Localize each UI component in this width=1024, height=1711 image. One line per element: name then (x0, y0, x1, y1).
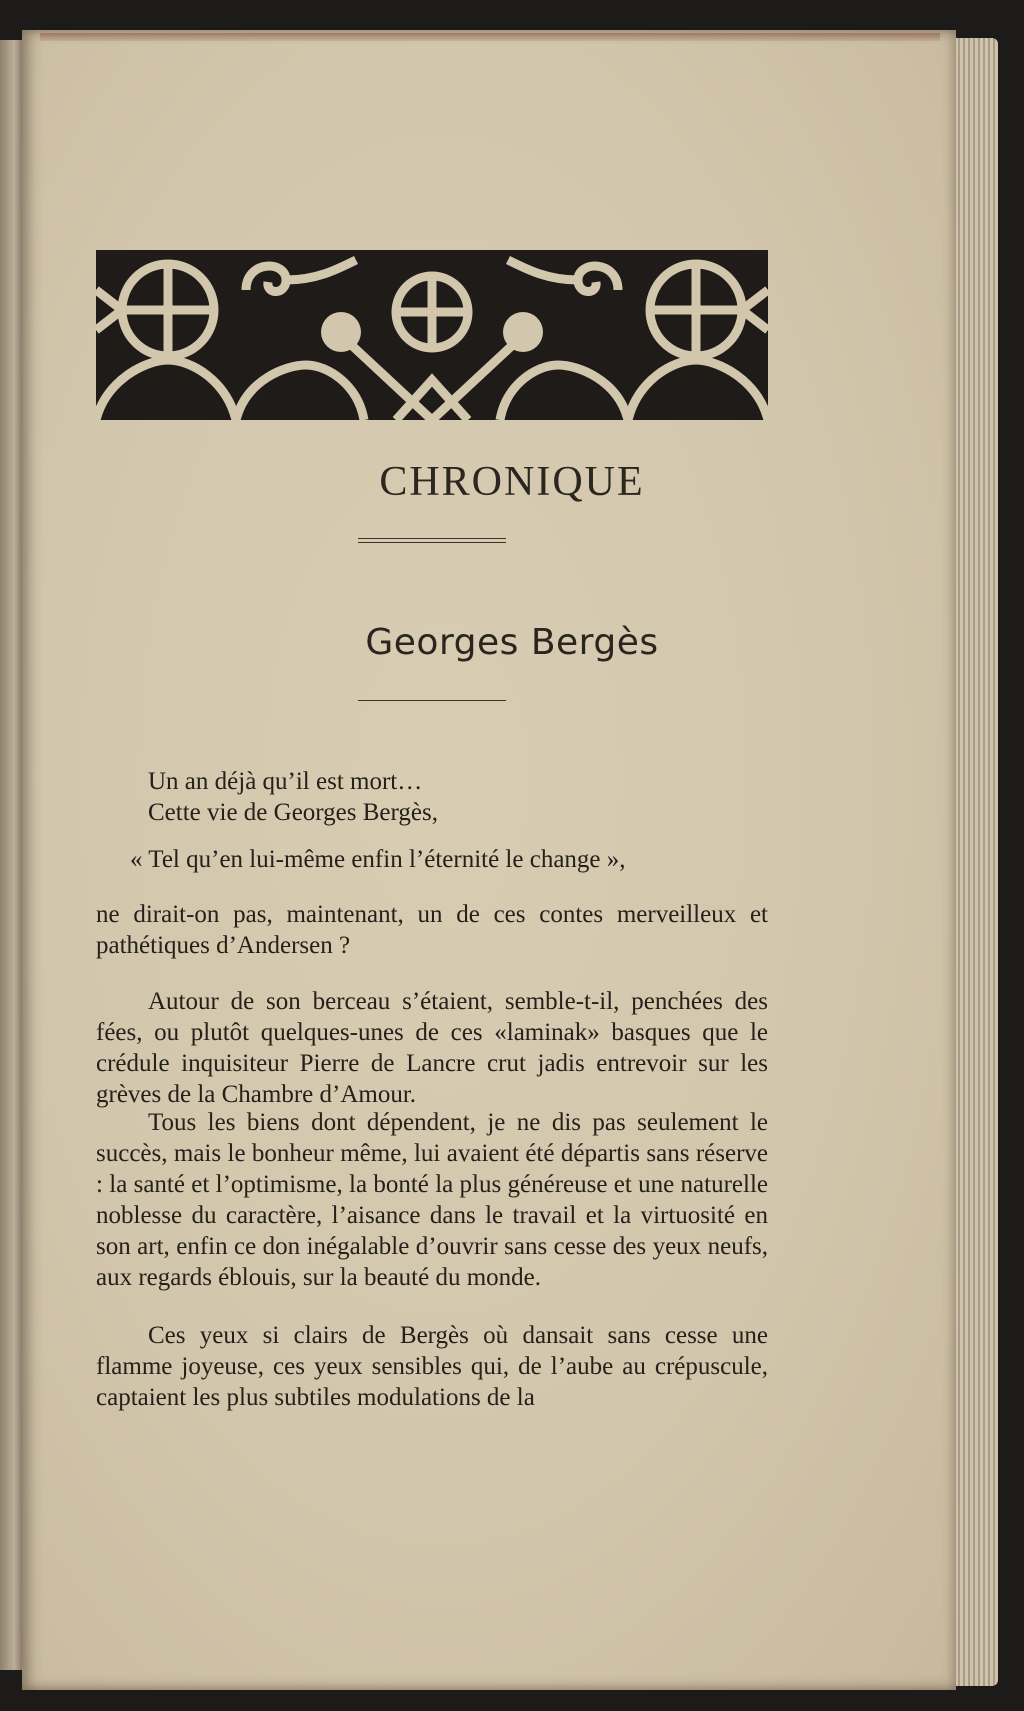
intro-line: Cette vie de Georges Bergès, (148, 799, 438, 826)
section-heading: CHRONIQUE (379, 459, 645, 505)
ornament-band-icon (96, 250, 768, 420)
double-rule-divider (358, 538, 506, 543)
paragraph: Ces yeux si clairs de Bergès où dansait sans cesse une flamme joyeuse, ces yeux sensibles qui, de l’aube au crépuscule, captaient les plus subtiles modulations de la (96, 1322, 768, 1411)
paragraph: Tous les biens dont dépendent, je ne dis pas seulement le succès, mais le bonheur même, lui avaient été départis sans réserve : la santé et l’optimisme, la bonté la plus généreuse et une naturelle noblesse du caractère, l’aisance dans le travail et la virtuosité en son art, enfin ce don inégalable d’ouvrir sans cesse des yeux neufs, aux regards éblouis, sur la beauté du monde. (96, 1109, 768, 1291)
paragraph: Autour de son berceau s’étaient, semble-t-il, penchées des fées, ou plutôt quelques-unes de ces «laminak» basques que le crédule inquisiteur Pierre de Lancre crut jadis entrevoir sur les grèves de la Chambre d’Amour. (96, 988, 768, 1108)
page-top-edge (40, 33, 940, 41)
article-title: Georges Bergès (365, 622, 659, 663)
intro-line: Un an déjà qu’il est mort… (148, 768, 423, 795)
paragraph: ne dirait-on pas, maintenant, un de ces contes merveilleux et pathétiques d’Andersen ? (96, 901, 768, 959)
epigraph-quote: « Tel qu’en lui-même enfin l’éternité le change », (130, 846, 626, 873)
title-rule-divider (358, 700, 506, 701)
